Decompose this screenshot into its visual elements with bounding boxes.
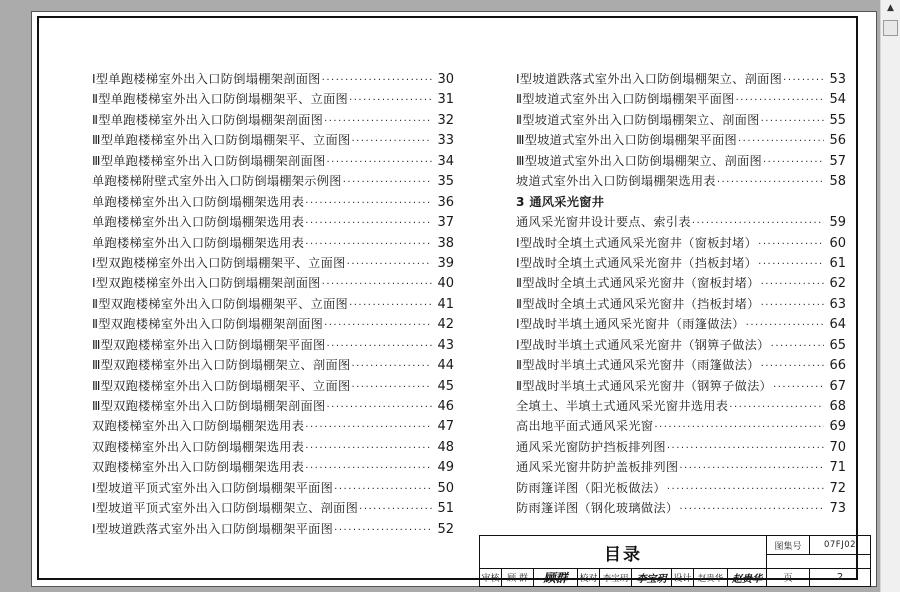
toc-page-number: 55 — [829, 112, 846, 128]
toc-entry — [92, 254, 454, 274]
toc-entry-title: Ⅲ型单跑楼梯室外出入口防倒塌棚架剖面图 — [92, 153, 326, 168]
document-page — [31, 11, 877, 587]
toc-leader-dots — [305, 218, 432, 229]
drawing-title: 目录 — [480, 536, 767, 569]
toc-leader-dots — [347, 259, 432, 270]
toc-entry — [92, 213, 454, 233]
toc-page-number: 64 — [829, 317, 846, 333]
toc-leader-dots — [773, 382, 824, 393]
toc-page-number: 61 — [829, 255, 846, 271]
toc-entry — [92, 172, 454, 192]
toc-entry-title: Ⅲ型坡道式室外出入口防倒塌棚架平面图 — [516, 133, 737, 148]
toc-page-number: 32 — [437, 112, 454, 128]
atlas-number-value: 07FJ02 — [810, 536, 870, 555]
toc-entry-title: 全填土、半填土式通风采光窗井选用表 — [516, 399, 729, 413]
checker-signature: 李宝玥 — [632, 569, 672, 586]
toc-page-number: 33 — [437, 133, 454, 149]
design-label: 设计 — [672, 569, 694, 586]
toc-entry-title: Ⅲ型双跑楼梯室外出入口防倒塌棚架平、立面图 — [92, 378, 351, 393]
toc-entry — [516, 213, 846, 233]
toc-page-number: 63 — [829, 296, 846, 312]
toc-left-column — [92, 70, 454, 540]
toc-leader-dots — [359, 504, 432, 515]
checker-name: 李宝玥 — [600, 569, 632, 586]
designer-signature: 赵贵华 — [728, 569, 767, 586]
toc-entry — [92, 295, 454, 315]
toc-entry-title: 单跑楼梯室外出入口防倒塌棚架选用表 — [92, 215, 305, 230]
review-label: 审核 — [480, 569, 502, 586]
toc-entry — [92, 70, 454, 90]
toc-entry-title: Ⅰ型坡道平顶式室外出入口防倒塌棚架平面图 — [92, 480, 334, 495]
toc-entry — [516, 295, 846, 315]
toc-entry — [92, 417, 454, 437]
toc-entry — [516, 254, 846, 274]
toc-entry — [92, 193, 454, 213]
toc-leader-dots — [667, 443, 824, 454]
toc-entry-title: Ⅱ型战时半填土式通风采光窗井（钢箅子做法） — [516, 378, 773, 393]
toc-page-number: 51 — [437, 501, 454, 517]
toc-page-number: 68 — [829, 399, 846, 414]
toc-entry-title: Ⅰ型坡道跌落式室外出入口防倒塌棚架平面图 — [92, 521, 334, 536]
toc-leader-dots — [322, 279, 432, 290]
toc-page-number: 43 — [437, 337, 454, 353]
toc-entry-title: Ⅲ型双跑楼梯室外出入口防倒塌棚架立、剖面图 — [92, 358, 351, 373]
toc-page-number: 54 — [829, 92, 846, 108]
toc-page-number: 65 — [829, 337, 846, 353]
toc-page-number: 57 — [829, 153, 846, 169]
toc-leader-dots — [343, 177, 432, 188]
toc-leader-dots — [761, 279, 824, 290]
toc-leader-dots — [351, 136, 432, 147]
toc-entry — [516, 397, 846, 417]
toc-entry-title: 单跑楼梯室外出入口防倒塌棚架选用表 — [92, 194, 305, 209]
toc-entry-title: Ⅱ型单跑楼梯室外出入口防倒塌棚架平、立面图 — [92, 92, 349, 107]
toc-page-number: 60 — [829, 235, 846, 251]
toc-entry — [516, 356, 846, 376]
toc-leader-dots — [351, 382, 432, 393]
reviewer-signature: 顾群 — [534, 569, 578, 586]
toc-page-number: 31 — [437, 92, 454, 108]
toc-entry — [516, 172, 846, 192]
toc-page-number: 39 — [437, 255, 454, 271]
toc-leader-dots — [351, 361, 432, 372]
toc-page-number: 40 — [437, 276, 454, 292]
toc-entry — [92, 131, 454, 151]
toc-leader-dots — [334, 484, 432, 495]
toc-entry-title: 双跑楼梯室外出入口防倒塌棚架选用表 — [92, 419, 305, 434]
toc-page-number: 46 — [437, 399, 454, 414]
toc-entry-title: Ⅱ型战时全填土式通风采光窗井（窗板封堵） — [516, 276, 760, 291]
toc-entry — [516, 438, 846, 458]
toc-page-number: 67 — [829, 378, 846, 394]
toc-entry — [516, 499, 846, 519]
toc-entry-title: 通风采光窗井防护盖板排列图 — [516, 460, 679, 475]
toc-page-number: 73 — [829, 501, 846, 517]
toc-entry — [92, 377, 454, 397]
toc-entry-title: Ⅱ型战时全填土式通风采光窗井（挡板封堵） — [516, 296, 760, 311]
toc-entry — [92, 111, 454, 131]
toc-entry — [92, 499, 454, 519]
toc-entry-title: Ⅲ型坡道式室外出入口防倒塌棚架立、剖面图 — [516, 153, 762, 168]
toc-entry — [92, 438, 454, 458]
toc-entry-title: 防雨篷详图（阳光板做法） — [516, 480, 666, 495]
toc-leader-dots — [761, 300, 824, 311]
toc-entry-title: Ⅰ型坡道跌落式室外出入口防倒塌棚架立、剖面图 — [516, 72, 783, 86]
toc-leader-dots — [763, 157, 824, 168]
toc-entry — [92, 315, 454, 335]
toc-entry — [92, 458, 454, 478]
toc-entry-title: Ⅲ型单跑楼梯室外出入口防倒塌棚架平、立面图 — [92, 133, 351, 148]
toc-entry-title: Ⅰ型战时半填土式通风采光窗井（钢箅子做法） — [516, 337, 770, 352]
toc-entry-title: 单跑楼梯室外出入口防倒塌棚架选用表 — [92, 235, 305, 250]
scrollbar-thumb[interactable] — [883, 20, 898, 36]
toc-page-number: 52 — [437, 521, 454, 537]
toc-page-number: 34 — [437, 153, 454, 169]
toc-leader-dots — [326, 402, 432, 413]
toc-entry — [516, 70, 846, 90]
toc-entry-title: Ⅲ型双跑楼梯室外出入口防倒塌棚架平面图 — [92, 337, 326, 352]
toc-page-number: 42 — [437, 317, 454, 333]
toc-entry-title: 高出地平面式通风采光窗 — [516, 419, 654, 434]
toc-entry-title: Ⅱ型双跑楼梯室外出入口防倒塌棚架平、立面图 — [92, 296, 349, 311]
toc-leader-dots — [305, 443, 432, 454]
toc-entry — [92, 397, 454, 417]
toc-leader-dots — [783, 75, 824, 86]
toc-page-number: 50 — [437, 480, 454, 496]
toc-leader-dots — [679, 463, 824, 474]
toc-entry — [92, 274, 454, 294]
toc-entry-title: Ⅲ型双跑楼梯室外出入口防倒塌棚架剖面图 — [92, 399, 326, 413]
toc-page-number: 59 — [829, 215, 846, 231]
toc-leader-dots — [667, 484, 824, 495]
toc-page-number: 62 — [829, 276, 846, 292]
toc-entry-title: Ⅱ型坡道式室外出入口防倒塌棚架平面图 — [516, 92, 735, 107]
toc-leader-dots — [326, 341, 432, 352]
toc-entry-title: Ⅱ型双跑楼梯室外出入口防倒塌棚架剖面图 — [92, 317, 324, 332]
toc-entry — [516, 152, 846, 172]
toc-leader-dots — [746, 320, 824, 331]
toc-entry-title: Ⅰ型战时半填土通风采光窗井（雨篷做法） — [516, 317, 745, 332]
toc-leader-dots — [654, 422, 824, 433]
toc-leader-dots — [305, 422, 432, 433]
toc-page-number: 49 — [437, 460, 454, 476]
toc-right-column — [516, 70, 846, 520]
toc-page-number: 66 — [829, 358, 846, 374]
toc-leader-dots — [736, 95, 824, 106]
scroll-up-arrow-icon[interactable]: ▲ — [887, 3, 894, 13]
toc-leader-dots — [761, 361, 824, 372]
toc-entry — [92, 152, 454, 172]
toc-leader-dots — [324, 320, 432, 331]
toc-entry — [516, 458, 846, 478]
toc-entry — [516, 315, 846, 335]
toc-entry-title: 防雨篷详图（钢化玻璃做法） — [516, 501, 679, 516]
toc-entry-title: Ⅰ型坡道平顶式室外出入口防倒塌棚架立、剖面图 — [92, 501, 359, 516]
toc-leader-dots — [334, 525, 432, 536]
toc-entry-title: Ⅰ型单跑楼梯室外出入口防倒塌棚架剖面图 — [92, 72, 321, 86]
toc-page-number: 47 — [437, 419, 454, 435]
toc-entry — [516, 479, 846, 499]
toc-page-number: 45 — [437, 378, 454, 394]
toc-leader-dots — [729, 402, 824, 413]
toc-page-number: 71 — [829, 460, 846, 476]
toc-leader-dots — [717, 177, 824, 188]
toc-leader-dots — [349, 95, 432, 106]
page-number: 2 — [836, 572, 844, 583]
toc-leader-dots — [758, 259, 824, 270]
toc-page-number: 38 — [437, 235, 454, 251]
toc-entry — [516, 274, 846, 294]
toc-page-number: 36 — [437, 194, 454, 210]
toc-entry — [516, 377, 846, 397]
toc-leader-dots — [692, 218, 824, 229]
toc-entry-title: 通风采光窗井设计要点、索引表 — [516, 215, 691, 230]
toc-leader-dots — [322, 75, 432, 86]
toc-entry — [516, 234, 846, 254]
section-heading-title: 3 通风采光窗井 — [516, 194, 605, 209]
toc-entry-title: 通风采光窗防护挡板排列图 — [516, 439, 666, 454]
toc-page-number: 37 — [437, 215, 454, 231]
toc-page-number: 72 — [829, 480, 846, 496]
toc-entry-title: Ⅱ型单跑楼梯室外出入口防倒塌棚架剖面图 — [92, 112, 324, 127]
toc-page-number: 44 — [437, 358, 454, 374]
toc-leader-dots — [771, 341, 824, 352]
toc-page-number: 41 — [437, 296, 454, 312]
toc-entry — [516, 90, 846, 110]
toc-entry-title: Ⅰ型双跑楼梯室外出入口防倒塌棚架平、立面图 — [92, 255, 346, 270]
toc-page-number: 30 — [437, 72, 454, 87]
toc-page-number: 48 — [437, 439, 454, 455]
toc-leader-dots — [738, 136, 824, 147]
toc-page-number: 58 — [829, 174, 846, 190]
toc-entry — [516, 111, 846, 131]
toc-entry — [92, 234, 454, 254]
toc-leader-dots — [324, 116, 432, 127]
toc-section-heading — [516, 193, 846, 213]
toc-entry-title: 双跑楼梯室外出入口防倒塌棚架选用表 — [92, 439, 305, 454]
toc-entry — [516, 336, 846, 356]
toc-leader-dots — [758, 239, 824, 250]
toc-entry — [516, 131, 846, 151]
vertical-scrollbar[interactable] — [880, 0, 900, 592]
toc-leader-dots — [349, 300, 432, 311]
toc-entry — [92, 520, 454, 540]
toc-leader-dots — [326, 157, 432, 168]
toc-entry-title: Ⅰ型双跑楼梯室外出入口防倒塌棚架剖面图 — [92, 276, 321, 291]
check-label: 校对 — [578, 569, 600, 586]
title-block — [479, 535, 871, 587]
designer-name: 赵贵华 — [694, 569, 728, 586]
toc-entry — [92, 336, 454, 356]
toc-page-number: 35 — [437, 174, 454, 190]
toc-entry-title: Ⅰ型战时全填土式通风采光窗井（挡板封堵） — [516, 255, 758, 270]
toc-page-number: 70 — [829, 439, 846, 455]
title-block-blank-cell — [767, 555, 870, 569]
reviewer-name: 顾 群 — [502, 569, 534, 586]
toc-entry-title: 双跑楼梯室外出入口防倒塌棚架选用表 — [92, 460, 305, 475]
toc-page-number: 53 — [829, 72, 846, 87]
toc-entry — [92, 90, 454, 110]
toc-leader-dots — [679, 504, 824, 515]
page-label: 页 — [767, 569, 810, 586]
toc-leader-dots — [761, 116, 824, 127]
toc-entry — [92, 479, 454, 499]
toc-entry-title: 坡道式室外出入口防倒塌棚架选用表 — [516, 174, 716, 189]
toc-entry-title: Ⅱ型坡道式室外出入口防倒塌棚架立、剖面图 — [516, 112, 760, 127]
atlas-number-label: 图集号 — [767, 536, 810, 555]
toc-leader-dots — [305, 463, 432, 474]
toc-leader-dots — [305, 198, 432, 209]
toc-entry-title: 单跑楼梯附壁式室外出入口防倒塌棚架示例图 — [92, 174, 342, 189]
toc-entry — [516, 417, 846, 437]
toc-entry-title: Ⅰ型战时全填土式通风采光窗井（窗板封堵） — [516, 235, 758, 250]
toc-entry — [92, 356, 454, 376]
toc-page-number: 56 — [829, 133, 846, 149]
toc-leader-dots — [305, 239, 432, 250]
toc-page-number: 69 — [829, 419, 846, 435]
toc-entry-title: Ⅱ型战时半填土式通风采光窗井（雨篷做法） — [516, 358, 760, 373]
